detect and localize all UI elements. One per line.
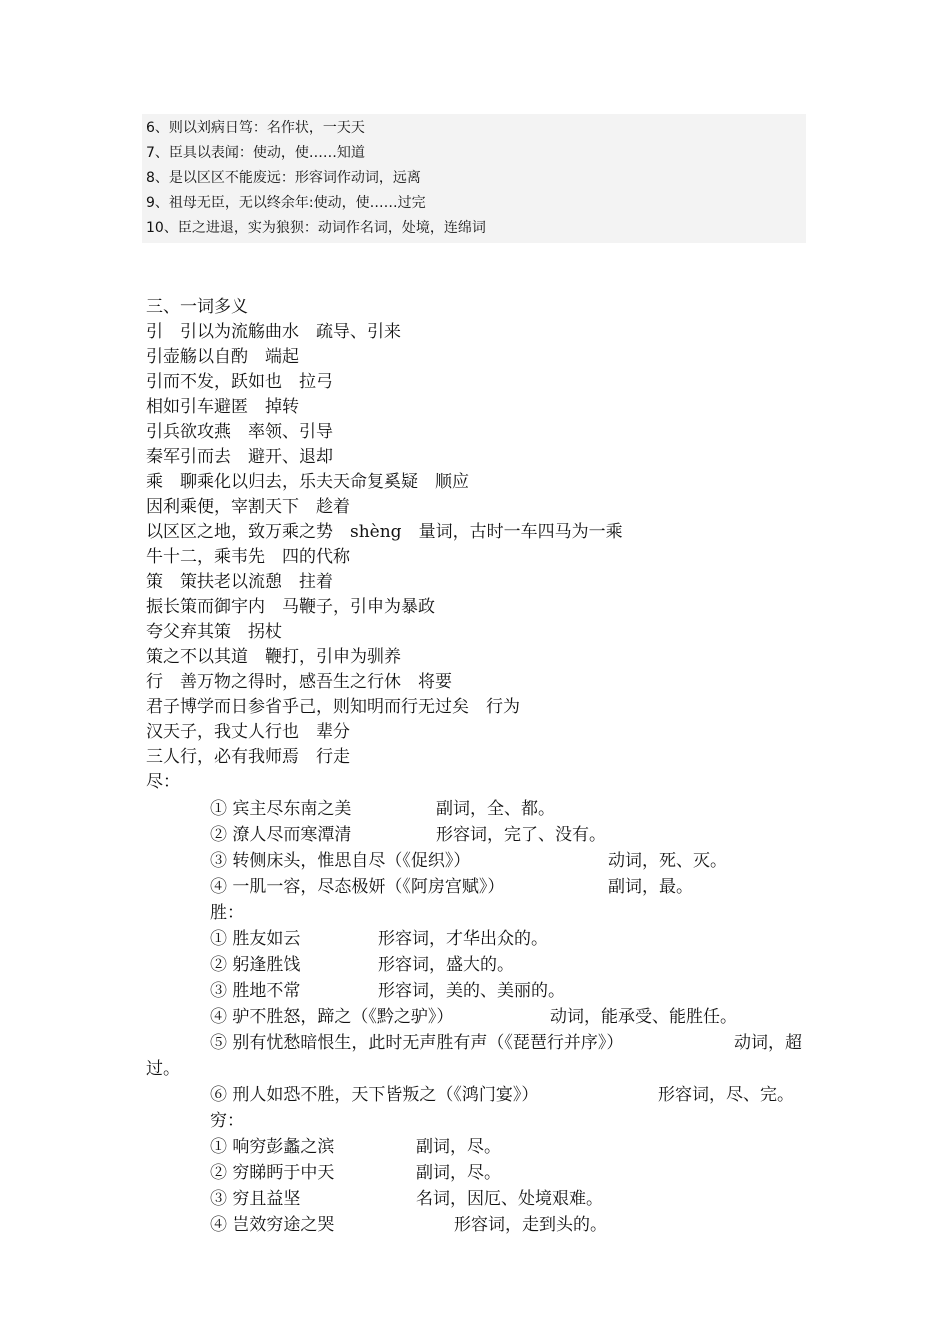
sheng-meaning: 形容词，美的、美丽的。: [378, 981, 565, 1001]
entry-line: 引兵欲攻燕 率领、引导: [146, 422, 333, 442]
sheng-meaning: 形容词，盛大的。: [378, 955, 514, 975]
sheng-meaning: 动词，能承受、能胜任。: [550, 1007, 737, 1027]
entry-line: 君子博学而日参省乎己，则知明而行无过矣 行为: [146, 697, 520, 717]
sheng-text: ① 胜友如云: [210, 929, 301, 949]
jin-meaning: 副词，最。: [608, 877, 693, 897]
jin-text: ② 潦人尽而寒潭清: [210, 825, 352, 845]
entry-line: 因利乘便，宰割天下 趁着: [146, 497, 350, 517]
qiong-meaning: 副词，尽。: [416, 1137, 501, 1157]
qiong-meaning: 副词，尽。: [416, 1163, 501, 1183]
sheng-item-4: [210, 1006, 737, 1028]
sheng-item-1: [210, 928, 548, 950]
sheng-text: ④ 驴不胜怒，蹄之（《黔之驴》）: [210, 1007, 454, 1027]
sheng-meaning: 动词，超: [734, 1033, 802, 1053]
qiong-text: ③ 穷且益坚: [210, 1189, 301, 1209]
sheng-meaning: 形容词，尽、完。: [658, 1085, 794, 1105]
sheng-item-5-wrap: 过。: [146, 1059, 180, 1079]
qiong-item-1: [210, 1136, 501, 1158]
entry-line: 相如引车避匿 掉转: [146, 397, 299, 417]
entry-line: 乘 聊乘化以归去，乐夫天命复奚疑 顺应: [146, 472, 469, 492]
entry-label-sheng: 胜：: [210, 903, 244, 923]
sheng-text: ③ 胜地不常: [210, 981, 301, 1001]
sheng-text: ② 躬逢胜饯: [210, 955, 301, 975]
note-line-10: 10、臣之进退，实为狼狈：动词作名词，处境，连绵词: [146, 220, 486, 236]
sheng-item-5: [210, 1032, 802, 1054]
note-line-8: 8、是以区区不能废远：形容词作动词，远离: [146, 170, 421, 186]
qiong-item-4: [210, 1214, 607, 1236]
note-line-9: 9、祖母无臣，无以终余年:使动，使……过完: [146, 195, 426, 211]
jin-meaning: 副词，全、都。: [436, 799, 555, 819]
entry-line: 振长策而御宇内 马鞭子，引申为暴政: [146, 597, 435, 617]
qiong-text: ④ 岂效穷途之哭: [210, 1215, 335, 1235]
qiong-meaning: 形容词，走到头的。: [454, 1215, 607, 1235]
jin-item-3: [210, 850, 727, 872]
qiong-item-3: [210, 1188, 603, 1210]
note-line-6: 6、则以刘病日笃：名作状，一天天: [146, 120, 365, 136]
sheng-item-6: [210, 1084, 794, 1106]
entry-line: 三人行，必有我师焉 行走: [146, 747, 350, 767]
entry-line: 牛十二，乘韦先 四的代称: [146, 547, 350, 567]
sheng-text: ⑤ 别有忧愁暗恨生，此时无声胜有声（《琵琶行并序》）: [210, 1033, 624, 1053]
entry-line: 引 引以为流觞曲水 疏导、引来: [146, 322, 401, 342]
jin-meaning: 动词，死、灭。: [608, 851, 727, 871]
jin-text: ③ 转侧床头，惟思自尽（《促织》）: [210, 851, 471, 871]
entry-line: 引壶觞以自酌 端起: [146, 347, 299, 367]
section-title: 三、一词多义: [146, 297, 248, 317]
qiong-text: ② 穷睇眄于中天: [210, 1163, 335, 1183]
jin-item-1: [210, 798, 555, 820]
entry-line: 夸父弃其策 拐杖: [146, 622, 282, 642]
entry-line: 策 策扶老以流憩 拄着: [146, 572, 333, 592]
entry-line: 引而不发，跃如也 拉弓: [146, 372, 333, 392]
entry-line: 以区区之地，致万乘之势 shèng 量词，古时一车四马为一乘: [146, 522, 623, 542]
sheng-text: ⑥ 刑人如恐不胜，天下皆叛之（《鸿门宴》）: [210, 1085, 539, 1105]
jin-item-4: [210, 876, 693, 898]
note-line-7: 7、臣具以表闻：使动，使……知道: [146, 145, 365, 161]
entry-line: 汉天子，我丈人行也 辈分: [146, 722, 350, 742]
entry-line: 行 善万物之得时，感吾生之行休 将要: [146, 672, 452, 692]
sheng-meaning: 形容词，才华出众的。: [378, 929, 548, 949]
jin-item-2: [210, 824, 606, 846]
qiong-item-2: [210, 1162, 501, 1184]
jin-text: ① 宾主尽东南之美: [210, 799, 352, 819]
entry-line: 秦军引而去 避开、退却: [146, 447, 333, 467]
jin-text: ④ 一肌一容，尽态极妍（《阿房宫赋》）: [210, 877, 505, 897]
entry-label-jin: 尽：: [146, 772, 180, 792]
qiong-text: ① 响穷彭蠡之滨: [210, 1137, 335, 1157]
shaded-notes-block: [142, 114, 806, 243]
sheng-item-3: [210, 980, 565, 1002]
sheng-item-2: [210, 954, 514, 976]
entry-label-qiong: 穷：: [210, 1111, 244, 1131]
jin-meaning: 形容词，完了、没有。: [436, 825, 606, 845]
qiong-meaning: 名词，因厄、处境艰难。: [416, 1189, 603, 1209]
entry-line: 策之不以其道 鞭打，引申为驯养: [146, 647, 401, 667]
